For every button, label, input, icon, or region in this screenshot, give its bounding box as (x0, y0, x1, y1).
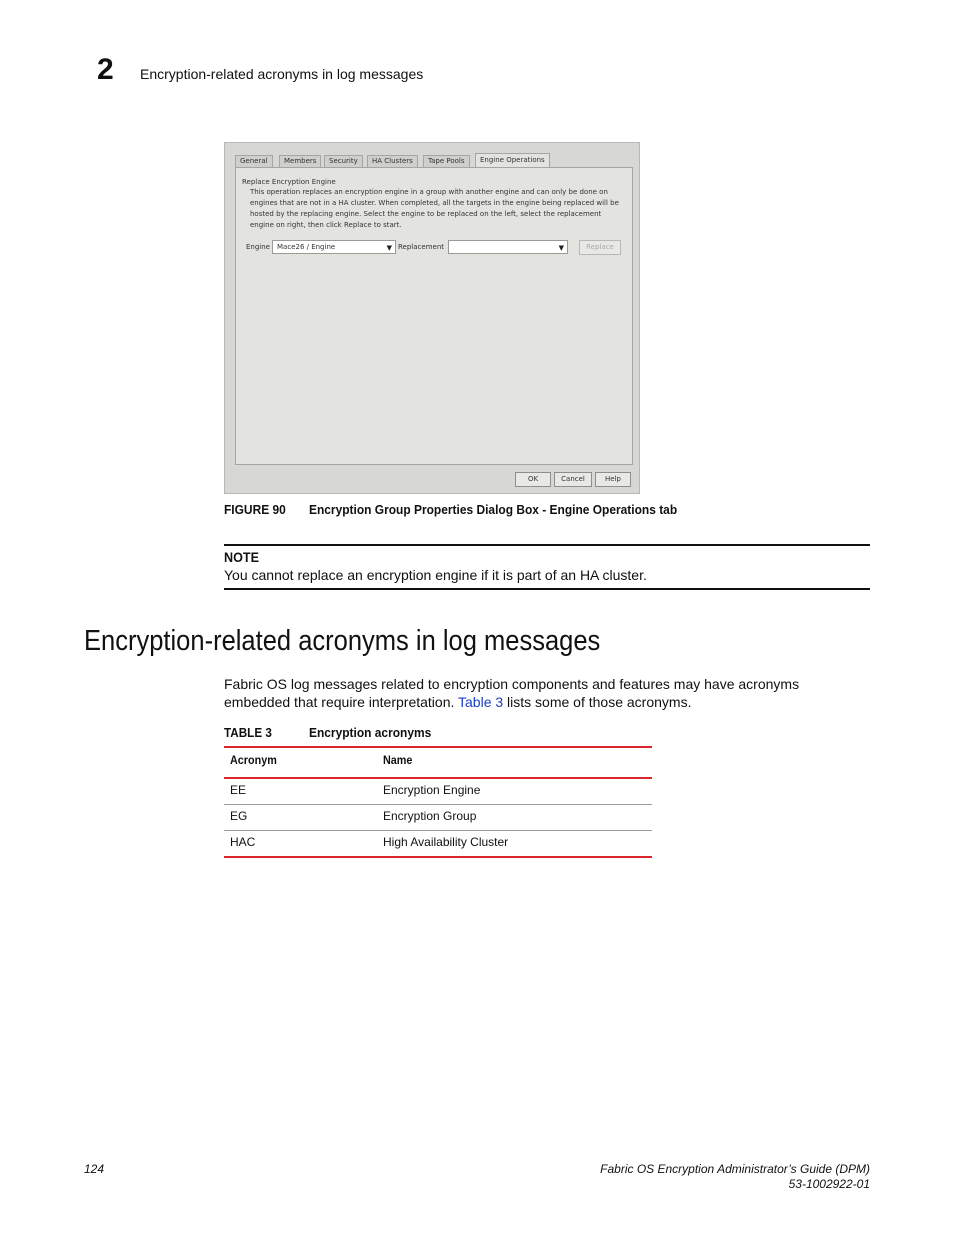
footer-doc-id: 53-1002922-01 (788, 1177, 870, 1191)
tab-general[interactable]: General (235, 155, 273, 167)
acronym-cell: HAC (230, 835, 256, 849)
tab-engine-operations[interactable]: Engine Operations (475, 153, 550, 167)
chevron-down-icon: ▼ (558, 244, 564, 252)
encryption-acronyms-table (224, 746, 652, 858)
note-top-rule (224, 544, 870, 546)
acronym-cell: EE (230, 783, 247, 797)
table-row (224, 805, 652, 830)
engine-select-value: Mace26 / Engine (277, 243, 336, 251)
name-cell: Encryption Engine (383, 783, 481, 797)
replace-engine-description: This operation replaces an encryption engine in a group with another engine and can only be done on engines that are not in a HA cluster. When completed, all the targets in the engine being replaced will be hosted by the replacing engine. Select the engine to be replaced on the left, select the replacement engine on right, then click Replace to start. (250, 188, 619, 229)
chapter-number: 2 (97, 53, 114, 86)
section-heading: Encryption-related acronyms in log messages (84, 625, 601, 657)
replace-button[interactable]: Replace (579, 240, 621, 255)
tab-ha-clusters[interactable]: HA Clusters (367, 155, 418, 167)
chevron-down-icon: ▼ (386, 244, 392, 252)
running-header: Encryption-related acronyms in log messages (140, 66, 424, 82)
replacement-label: Replacement (398, 243, 444, 251)
paragraph-text-after: lists some of those acronyms. (503, 694, 692, 710)
replacement-select[interactable] (448, 240, 568, 254)
page-number: 124 (84, 1162, 105, 1176)
table-title: Encryption acronyms (309, 725, 432, 740)
body-paragraph (224, 675, 864, 711)
note-bottom-rule (224, 588, 870, 590)
engine-label: Engine (246, 243, 270, 251)
acronym-cell: EG (230, 809, 248, 823)
encryption-group-properties-dialog (224, 142, 640, 494)
note-label: NOTE (224, 549, 260, 565)
tab-security[interactable]: Security (324, 155, 363, 167)
tab-members[interactable]: Members (279, 155, 321, 167)
tab-tape-pools[interactable]: Tape Pools (423, 155, 470, 167)
cancel-button[interactable]: Cancel (554, 472, 592, 487)
note-text: You cannot replace an encryption engine if it is part of an HA cluster. (224, 567, 647, 583)
name-cell: Encryption Group (383, 809, 477, 823)
table-row (224, 779, 652, 804)
footer-doc-title: Fabric OS Encryption Administrator’s Guide (DPM) (600, 1162, 870, 1176)
engine-select[interactable] (272, 240, 396, 254)
name-cell: High Availability Cluster (383, 835, 509, 849)
table-label: TABLE 3 (224, 725, 272, 740)
ok-button[interactable]: OK (515, 472, 551, 487)
figure-label: FIGURE 90 (224, 502, 286, 517)
help-button[interactable]: Help (595, 472, 631, 487)
table-row (224, 831, 652, 856)
table-3-link[interactable]: Table 3 (458, 694, 504, 710)
table-bottom-rule (224, 856, 652, 858)
engine-operations-panel (235, 167, 633, 465)
figure-title: Encryption Group Properties Dialog Box - Engine Operations tab (309, 502, 678, 517)
paragraph-text-before: Fabric OS log messages related to encryption components and features may have acronyms embedded that require interpretation. (224, 676, 800, 710)
table-header-row (224, 748, 652, 777)
column-header-acronym: Acronym (230, 753, 277, 767)
replace-engine-section-title: Replace Encryption Engine (242, 178, 336, 186)
column-header-name: Name (383, 753, 413, 767)
